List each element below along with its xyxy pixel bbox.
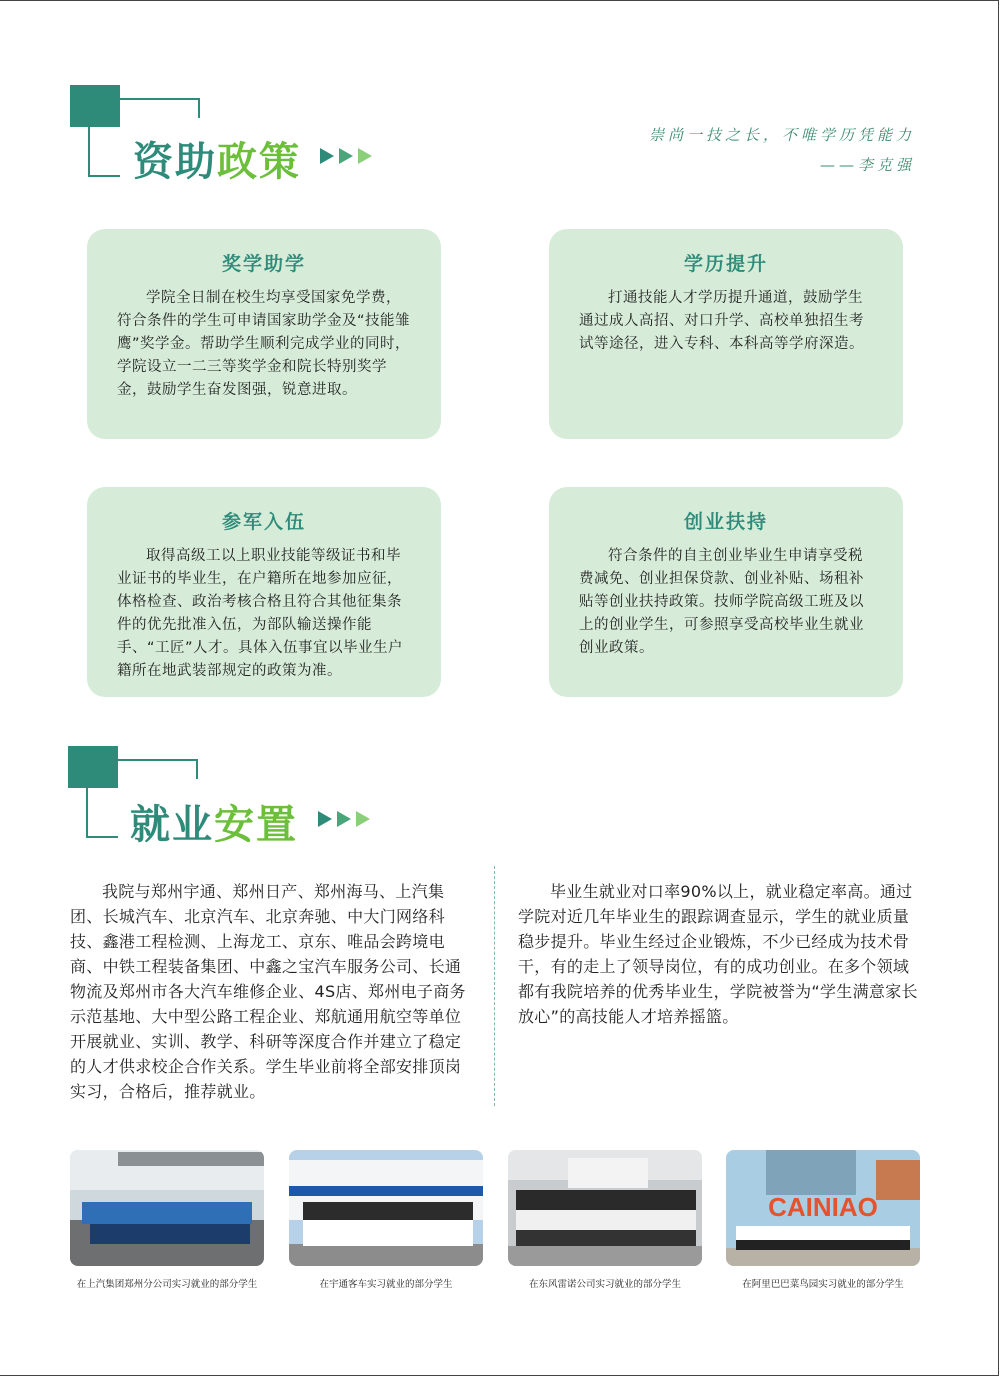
card-body: 符合条件的自主创业毕业生申请享受税费减免、创业担保贷款、创业补贴、场租补贴等创业扶持政策。技师学院高级工班及以上的创业学生，可参照享受高校毕业生就业创业政策。 [579,548,864,656]
header-frame-line [120,98,200,100]
card-body: 学院全日制在校生均享受国家免学费，符合条件的学生可申请国家助学金及“技能雏鹰”奖学金。帮助学生顺利完成学业的同时，学院设立一二三等奖学金和院长特别奖学金，鼓励学生奋发图强，锐意进取。 [117,290,411,398]
photo-caption: 在阿里巴巴菜鸟园实习就业的部分学生 [742,1279,904,1290]
section-title [133,130,301,187]
title-part1: 资助 [133,139,217,185]
photo-yutong [289,1150,483,1266]
header-square-icon [68,746,118,788]
card-title: 奖学助学 [221,253,306,275]
quote-author: ——李克强 [819,156,915,174]
card-title: 学历提升 [683,253,768,275]
photo-caption: 在宇通客车实习就业的部分学生 [319,1279,453,1290]
card-title: 参军入伍 [221,511,306,533]
employment-text-right: 毕业生就业对口率90%以上，就业稳定率高。通过学院对近几年毕业生的跟踪调查显示，学生的就业质量稳步提升。毕业生经过企业锻炼，不少已经成为技术骨干，有的走上了领导岗位，有的成功创业。在多个领域都有我院培养的优秀毕业生，学院被誉为“学生满意家长放心”的高技能人才培养摇篮。 [518,882,918,1026]
section-title [130,793,298,850]
title-part2: 政策 [217,139,301,185]
employment-text-left: 我院与郑州宇通、郑州日产、郑州海马、上汽集团、长城汽车、北京汽车、北京奔驰、中大门网络科技、鑫港工程检测、上海龙工、京东、唯品会跨境电商、中铁工程装备集团、中鑫之宝汽车服务公司、长通物流及郑州市各大汽车维修企业、4S店、郑州电子商务示范基地、大中型公路工程企业、郑航通用航空等单位开展就业、实训、教学、科研等深度合作并建立了稳定的人才供求校企合作关系。学生毕业前将全部安排顶岗实习，合格后，推荐就业。 [70,882,466,1101]
header-frame-line [118,759,198,761]
title-part1: 就业 [130,802,214,848]
triple-arrow-icon [318,811,374,827]
photo-caption: 在东风雷诺公司实习就业的部分学生 [528,1279,681,1290]
photo-caption: 在上汽集团郑州分公司实习就业的部分学生 [76,1279,258,1290]
card-body: 打通技能人才学历提升通道，鼓励学生通过成人高招、对口升学、高校单独招生考试等途径，进入专科、本科高等学府深造。 [579,290,864,352]
header-frame [88,127,120,177]
card-scholarship [87,229,441,439]
card-entrepreneurship [549,487,903,697]
photo-cainiao [726,1150,920,1266]
quote-text: 崇尚一技之长，不唯学历凭能力 [648,126,915,144]
header-square-icon [70,85,120,127]
triple-arrow-icon [320,148,376,164]
quote [649,120,915,180]
cainiao-sign: CAINIAO [768,1192,878,1222]
photo-saic [70,1150,264,1266]
header-frame-line [198,98,200,118]
card-education [549,229,903,439]
card-title: 创业扶持 [683,511,768,533]
card-military [87,487,441,697]
photo-dongfeng-renault [508,1150,702,1266]
card-body: 取得高级工以上职业技能等级证书和毕业证书的毕业生，在户籍所在地参加应征，体格检查、政治考核合格且符合其他征集条件的优先批准入伍，为部队输送操作能手、“工匠”人才。具体入伍事宜以毕业生户籍所在地武装部规定的政策为准。 [117,548,404,679]
title-part2: 安置 [214,802,298,848]
header-frame-line [196,759,198,779]
header-frame [86,788,118,838]
column-divider [494,866,495,1106]
